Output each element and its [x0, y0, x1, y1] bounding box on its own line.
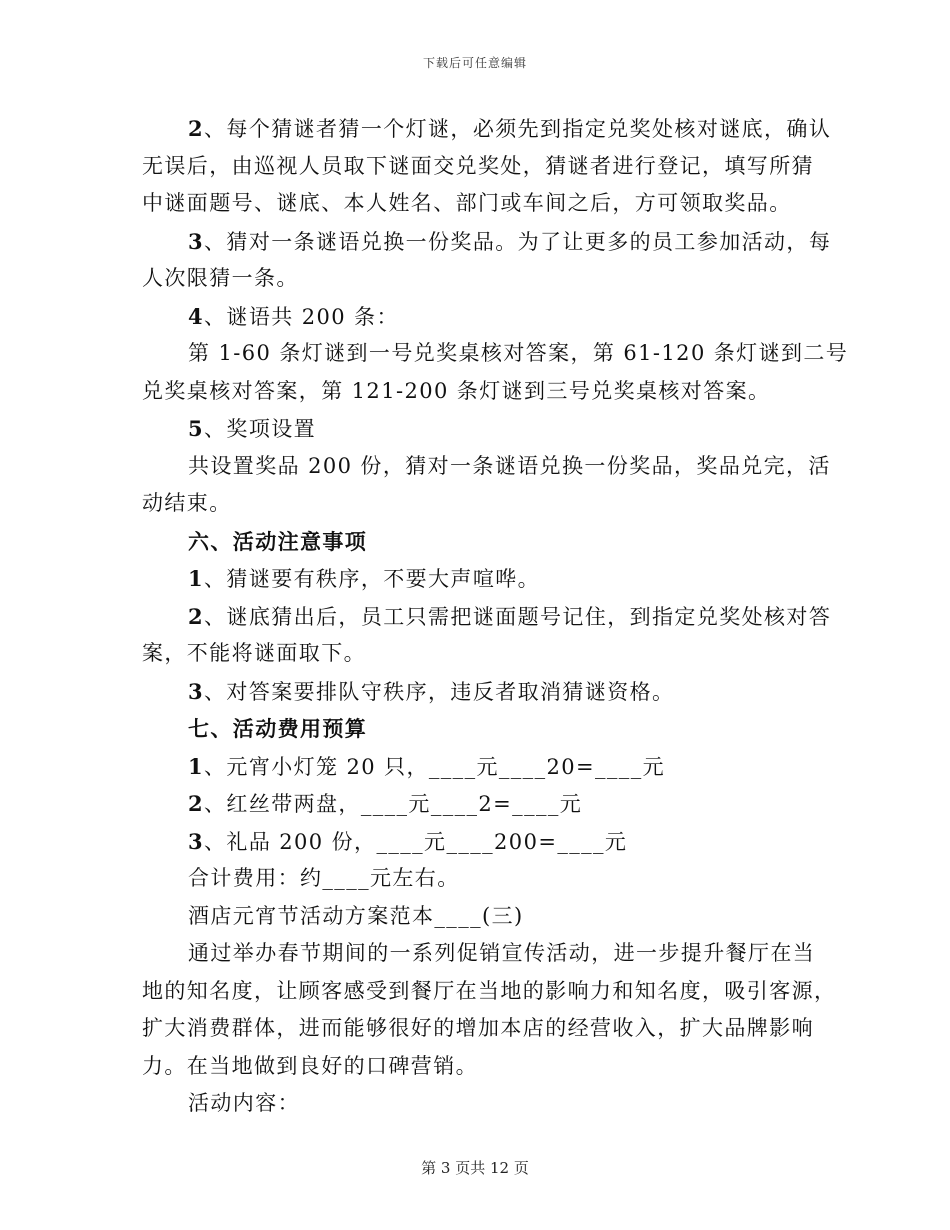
line-text: 无误后，由巡视人员取下谜面交兑奖处，猜谜者进行登记，填写所猜 — [142, 153, 814, 178]
text-line — [142, 598, 832, 636]
text-line — [142, 110, 832, 148]
text-line — [142, 185, 812, 223]
line-text: 、猜对一条谜语兑换一份奖品。为了让更多的员工参加活动，每 — [204, 229, 832, 254]
line-text: 、谜语共 200 条： — [204, 304, 399, 329]
section-heading — [142, 523, 812, 561]
item-number: 3 — [188, 678, 205, 704]
text-line — [142, 1010, 812, 1048]
text-line — [142, 148, 812, 186]
section-heading — [142, 710, 812, 748]
line-text: 、对答案要排队守秩序，违反者取消猜谜资格。 — [204, 679, 675, 704]
line-text: 第 1-60 条灯谜到一号兑奖桌核对答案，第 61-120 条灯谜到二号 — [188, 341, 849, 365]
text-line — [142, 635, 812, 673]
text-line — [142, 335, 849, 373]
text-line — [142, 373, 812, 411]
line-text: 、每个猜谜者猜一个灯谜，必须先到指定兑奖处核对谜底，确认 — [204, 117, 832, 141]
line-text: 共设置奖品 200 份，猜对一条谜语兑换一份奖品，奖品兑完，活 — [188, 453, 831, 478]
text-line — [142, 860, 812, 898]
line-text: 酒店元宵节活动方案范本____(三) — [188, 903, 524, 928]
line-text: 动结束。 — [142, 491, 232, 515]
page-footer: 第 3 页共 12 页 — [421, 1159, 529, 1177]
document-body — [142, 110, 849, 1123]
line-text: 合计费用：约____元左右。 — [188, 866, 460, 890]
line-text: 中谜面题号、谜底、本人姓名、部门或车间之后，方可领取奖品。 — [142, 191, 792, 215]
item-number: 3 — [188, 228, 205, 254]
line-text: 六、活动注意事项 — [188, 528, 368, 554]
item-number: 3 — [188, 828, 205, 854]
page-header: 下载后可任意编辑 — [422, 56, 527, 70]
line-text: 、红丝带两盘，____元____2=____元 — [204, 792, 583, 816]
text-line — [142, 260, 812, 298]
item-number: 1 — [188, 566, 205, 591]
line-text: 通过举办春节期间的一系列促销宣传活动，进一步提升餐厅在当 — [188, 941, 816, 965]
text-line — [142, 935, 816, 973]
item-number: 5 — [188, 416, 205, 441]
text-line — [142, 448, 831, 486]
item-number: 2 — [188, 603, 205, 629]
text-line — [142, 673, 812, 711]
text-line — [142, 898, 812, 936]
line-text: 人次限猜一条。 — [142, 266, 299, 290]
item-number: 2 — [188, 791, 205, 816]
text-line — [142, 223, 832, 261]
text-line — [142, 410, 812, 448]
text-line — [142, 823, 812, 861]
text-line — [142, 560, 812, 598]
text-line — [142, 1048, 812, 1086]
line-text: 、猜谜要有秩序，不要大声喧哗。 — [204, 567, 541, 591]
item-number: 2 — [188, 116, 205, 141]
line-text: 地的知名度，让顾客感受到餐厅在当地的影响力和知名度，吸引客源， — [142, 978, 837, 1003]
line-text: 、奖项设置 — [204, 417, 317, 441]
line-text: 案，不能将谜面取下。 — [142, 641, 366, 665]
text-line — [142, 973, 837, 1011]
text-line — [142, 748, 812, 786]
text-line — [142, 1085, 812, 1123]
line-text: 力。在当地做到良好的口碑营销。 — [142, 1053, 478, 1078]
text-line — [142, 485, 812, 523]
line-text: 七、活动费用预算 — [188, 716, 368, 741]
line-text: 、谜底猜出后，员工只需把谜面题号记住，到指定兑奖处核对答 — [204, 604, 832, 629]
text-line — [142, 298, 812, 336]
line-text: 、礼品 200 份，____元____200=____元 — [204, 829, 628, 854]
line-text: 、元宵小灯笼 20 只，____元____20=____元 — [204, 754, 666, 779]
line-text: 活动内容： — [188, 1091, 300, 1115]
line-text: 扩大消费群体，进而能够很好的增加本店的经营收入，扩大品牌影响 — [142, 1016, 814, 1040]
item-number: 1 — [188, 753, 205, 779]
text-line — [142, 785, 812, 823]
line-text: 兑奖桌核对答案，第 121-200 条灯谜到三号兑奖桌核对答案。 — [142, 378, 771, 403]
item-number: 4 — [188, 303, 205, 329]
